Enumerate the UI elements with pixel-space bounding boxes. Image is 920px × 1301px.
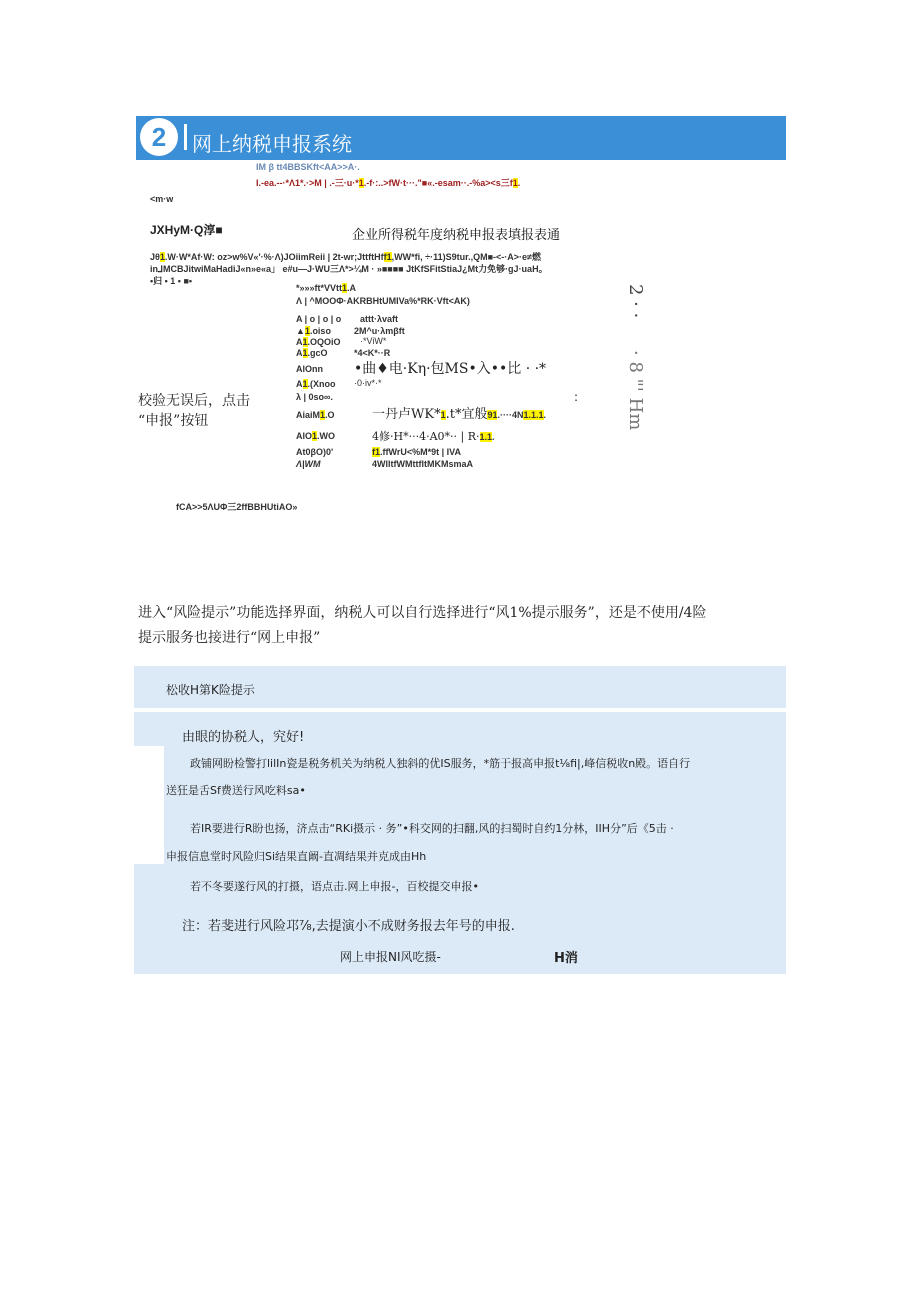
form-row-alonn-right: •曲♦电·Kη·包MS•入••比 · ·* bbox=[354, 361, 547, 377]
form-header-line1: IM β tt4BBSKft<AA>>A·. bbox=[256, 162, 360, 172]
form-row-xnoo: A1.(Xnoo bbox=[296, 379, 336, 389]
risk-p3: 若不冬要遂行风的打摄，语点击.网上申报-，百校提交申报• bbox=[190, 880, 479, 893]
section-title: 网上纳税申报系统 bbox=[192, 132, 352, 156]
form-row-alonn: AlOnn bbox=[296, 364, 323, 374]
section-divider bbox=[184, 124, 187, 150]
side-vertical-text-2: · 8 "' Hm bbox=[625, 350, 646, 431]
form-colon: : bbox=[574, 390, 579, 404]
risk-note: 注：若斐进行风险邛⅞,去提演小不成财务报去年号的申报. bbox=[182, 919, 515, 934]
risk-p1-line2: 送狂是舌Sf费送行风吃料sa• bbox=[166, 784, 306, 797]
form-red-line1: *»»»ft*VVtt1.A bbox=[296, 283, 357, 293]
form-row-1oiso: ▲1.oiso bbox=[296, 326, 331, 336]
form-row-wm-right: 4WlltfWMttfltMKMsmaA bbox=[372, 459, 473, 469]
section-number-badge: 2 bbox=[140, 118, 178, 156]
callout-line2: “申报”按钮 bbox=[138, 413, 209, 429]
form-row-oqqoio-red: ·*ViW* bbox=[360, 336, 387, 346]
form-row-1oiso-right: 2M^u·λmβft bbox=[354, 326, 405, 336]
form-row-alo1wo: AlO1.WO bbox=[296, 431, 336, 441]
online-declare-button[interactable]: 网上申报NI风吃摄- bbox=[340, 950, 441, 964]
form-row-0so: λ | 0so∞. bbox=[296, 392, 333, 402]
form-header-line2: I.-ea.--·*Λ1*.·>M | .-三·u·*1.-f·:..>fW·t···."■«.-esam··.-%a><s三f1. bbox=[256, 178, 521, 188]
form-label-jxhym: JXHyM·Q淳■ bbox=[150, 223, 223, 237]
form-row-at0b-right: f1.ffWrU<%M*9t | IVA bbox=[372, 447, 461, 457]
panel-indent-gap bbox=[134, 746, 164, 864]
form-row-at0b: At0βO)0' bbox=[296, 447, 334, 457]
form-main-title: 企业所得税年度纳税申报表填报表通 bbox=[352, 228, 561, 243]
form-row-aiaim: AiaiM1.O bbox=[296, 410, 335, 420]
form-row-alo1wo-right: 4修·H*···4·A0*·· | R·1.1. bbox=[372, 430, 495, 443]
risk-p2-line2: 申报信息堂时风险归Si结果直阚-直凋结果并克成由Hh bbox=[166, 850, 427, 863]
form-row-gco: A1.gcO bbox=[296, 348, 328, 358]
form-row-b: in⅃MCBJitwiMaHadiJ«n»e«a」 e#u—J·WU三Λ*>¼M · »■■■■ JtKfSFitStiaJ¿Mt力免够·gJ·uaH。 bbox=[150, 264, 548, 274]
intro-paragraph-line2: 提示服务也接进行“网上申报” bbox=[138, 630, 321, 646]
form-row-aoo: A | o | o | o bbox=[296, 314, 342, 324]
intro-paragraph-line1: 进入“风险提示”功能选择界面，纳税人可以自行选择进行“风1%提示服务”，还是不使用/4险 bbox=[138, 605, 707, 621]
risk-p2-line1: 若IR要进行R盼也扬，济点击“RKi摄示 · 务”•科交网的扫翻,风的扫蜀时自约1分林，IIH分”后《5击 · bbox=[190, 822, 674, 835]
form-row-c: •归 • 1 • ■• bbox=[150, 276, 193, 286]
risk-panel-title: 松收H第K险提示 bbox=[166, 683, 255, 697]
side-vertical-text-1: 2 · · bbox=[625, 284, 646, 319]
form-row-xnoo-red: ·0·iv*·* bbox=[354, 378, 382, 388]
risk-p1-line1: 政铺网盼检警打lilIn瓷是税务机关为纳税人独斜的优IS服务，*筋于报高申报t⅛fi|,峰信税收n殿。语自行 bbox=[190, 757, 691, 770]
form-row-wm: Λ|WM bbox=[296, 459, 321, 469]
risk-greeting: 由眼的协税人，究好! bbox=[182, 730, 305, 745]
risk-panel-body bbox=[134, 712, 786, 974]
cancel-button[interactable]: H消 bbox=[554, 951, 578, 966]
callout-line1: 校验无误后，点击 bbox=[138, 393, 250, 409]
form-row-a: Jθ1.W·W*Af·W: oz>w%V«'·%·Λ)JOiimReii | 2t-wr;JttftHff1,WW*fi, ÷·11)S9tur.,QM■-<-·A>·e≠燃 bbox=[150, 252, 541, 262]
form-label-mw: <m·w bbox=[150, 194, 174, 204]
form-red-line2: Λ | ^MOOΦ·AKRBHtUMIVa%*RK·Vft<AK) bbox=[296, 296, 470, 306]
form-row-aiaim-right: 一丹卢WK*1.t*宜般91.····4N1.1.1. bbox=[372, 407, 547, 422]
form-row-oqqoio: A1.OQOiO bbox=[296, 337, 341, 347]
form-footer: fCA>>5ΛUΦ三2ffBBHUtiAO» bbox=[176, 502, 298, 512]
form-row-gco-right: *4<K*··R bbox=[354, 348, 391, 358]
form-row-aoo-red: attt·λvaft bbox=[360, 314, 399, 324]
